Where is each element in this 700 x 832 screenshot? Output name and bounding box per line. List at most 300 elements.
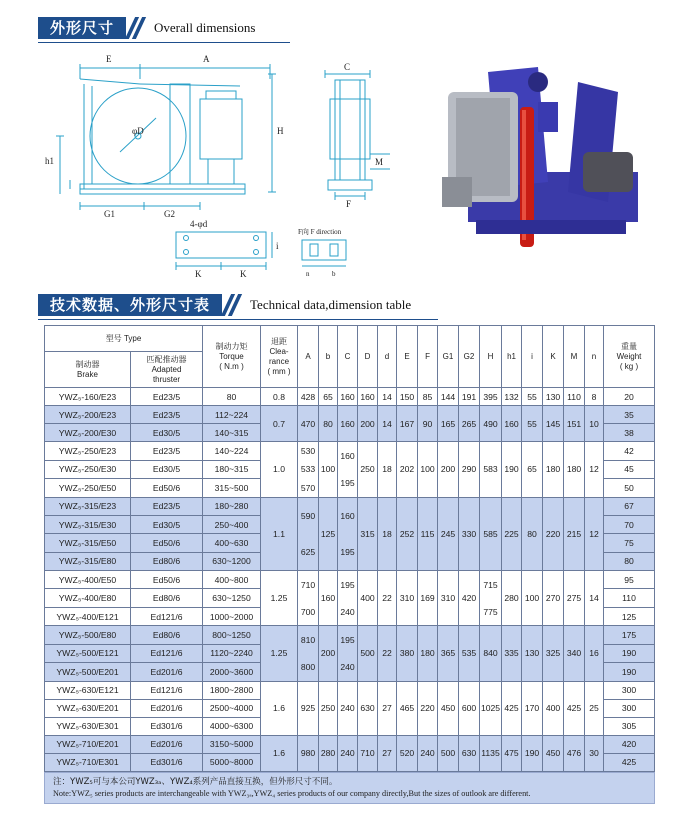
cell-brake: YWZ₅-500/E80 [45, 626, 131, 644]
cell-value: 27 [382, 748, 392, 759]
cell-clearance [261, 497, 298, 570]
cell-weight: 305 [604, 717, 655, 735]
cell-thruster: Ed121/6 [131, 644, 203, 662]
cell-brake: YWZ₅-500/E121 [45, 644, 131, 662]
cell-value: 810 [300, 634, 316, 645]
cell-dim [585, 681, 604, 735]
cell-torque: 80 [203, 388, 261, 406]
dimension-drawings [40, 44, 420, 284]
cell-torque: 400~800 [203, 570, 261, 588]
cell-dim [298, 406, 319, 442]
cell-value: 400 [360, 593, 375, 604]
table-row [45, 681, 655, 699]
cell-dim [378, 681, 397, 735]
cell-weight: 420 [604, 735, 655, 753]
front-view-drawing [56, 64, 276, 210]
cell-dim [397, 570, 418, 625]
f-direction-drawing [302, 240, 346, 266]
cell-dim [502, 735, 522, 771]
cell-dim: 428 [298, 388, 319, 406]
cell-value: 200 [360, 418, 375, 429]
cell-dim [418, 570, 438, 625]
cell-torque: 2500~4000 [203, 699, 261, 717]
footnote-en: Note:YWZ₅ series products are interchangeable with YWZ₃ₐ,YWZ₄ series products of our company directly,But the sizes of outlook are different. [53, 789, 531, 798]
cell-dim [585, 735, 604, 771]
cell-value: 14 [589, 593, 599, 604]
cell-value: 55 [527, 418, 537, 429]
cell-torque: 180~280 [203, 497, 261, 515]
footnote-cn: 注：YWZ₅可与本公司YWZ₃ₐ、YWZ₄系列产品直接互换，但外形尺寸不同。 [53, 777, 338, 787]
cell-weight: 70 [604, 515, 655, 533]
cell-value: 700 [300, 606, 316, 617]
cell-dim [338, 681, 358, 735]
cell-value: 476 [566, 748, 582, 759]
cell-value: 533 [300, 464, 316, 475]
cell-torque: 5000~8000 [203, 753, 261, 771]
cell-dim [502, 442, 522, 497]
cell-torque: 630~1200 [203, 552, 261, 570]
cell-thruster: Ed50/6 [131, 534, 203, 552]
cell-dim [564, 442, 585, 497]
cell-value: 25 [589, 703, 599, 714]
section-title-cn: 技术数据、外形尺寸表 [38, 294, 222, 316]
cell-value: 710 [360, 748, 375, 759]
label-G1: G1 [104, 209, 115, 219]
cell-dim [564, 570, 585, 625]
cell-dim [459, 497, 480, 570]
cell-value: 252 [399, 528, 415, 539]
cell-value: 130 [524, 648, 540, 659]
cell-dim [585, 570, 604, 625]
cell-weight: 190 [604, 663, 655, 681]
cell-dim [502, 497, 522, 570]
cell-dim [378, 626, 397, 681]
cell-thruster: Ed121/6 [131, 607, 203, 625]
cell-weight: 95 [604, 570, 655, 588]
drawing-svg [40, 44, 420, 284]
cell-value: 1.6 [273, 703, 285, 714]
cell-value: 22 [382, 648, 392, 659]
cell-thruster: Ed23/5 [131, 406, 203, 424]
cell-value: 10 [589, 418, 599, 429]
cell-value: 1025 [480, 703, 501, 714]
cell-weight: 80 [604, 552, 655, 570]
cell-weight: 45 [604, 460, 655, 478]
cell-value: 80 [323, 418, 333, 429]
cell-dim [543, 442, 564, 497]
cell-dim: 144 [438, 388, 459, 406]
cell-value: 16 [589, 648, 599, 659]
cell-value: 180 [566, 464, 582, 475]
cell-dim [543, 735, 564, 771]
cell-thruster: Ed50/6 [131, 570, 203, 588]
cell-dim [319, 570, 338, 625]
cell-dim: 130 [543, 388, 564, 406]
cell-value: 245 [440, 528, 456, 539]
cell-value: 200 [320, 648, 336, 659]
cell-dim [522, 497, 543, 570]
cell-torque: 250~400 [203, 515, 261, 533]
cell-value: 240 [340, 606, 355, 617]
cell-value: 12 [589, 464, 599, 475]
cell-value: 450 [440, 703, 456, 714]
cell-dim [418, 735, 438, 771]
label-phiD: φD [132, 126, 144, 136]
cell-value: 125 [320, 528, 336, 539]
cell-dim [319, 442, 338, 497]
cell-value: 195 [340, 579, 355, 590]
cell-value: 145 [545, 418, 561, 429]
cell-dim [480, 681, 502, 735]
header-brake: 制动器 Brake [45, 352, 131, 388]
cell-weight: 35 [604, 406, 655, 424]
cell-dim: 150 [397, 388, 418, 406]
header-col-M: M [564, 326, 585, 388]
cell-dim [418, 406, 438, 442]
cell-dim [358, 681, 378, 735]
cell-brake: YWZ₅-250/E30 [45, 460, 131, 478]
cell-dim [298, 570, 319, 625]
cell-value: 630 [360, 703, 375, 714]
cell-value: 1.1 [273, 528, 285, 539]
cell-brake: YWZ₅-630/E201 [45, 699, 131, 717]
cell-value: 195 [340, 477, 355, 488]
cell-torque: 1000~2000 [203, 607, 261, 625]
cell-dim [397, 442, 418, 497]
cell-dim [418, 497, 438, 570]
cell-brake: YWZ₅-630/E301 [45, 717, 131, 735]
cell-value: 160 [340, 418, 355, 429]
side-view-drawing [325, 70, 390, 200]
cell-dim [522, 626, 543, 681]
cell-clearance: 0.8 [261, 388, 298, 406]
cell-dim [378, 406, 397, 442]
cell-value: 335 [504, 648, 519, 659]
cell-dim [358, 570, 378, 625]
header-type: 型号 Type [45, 326, 203, 352]
cell-dim [522, 570, 543, 625]
cell-value: 265 [461, 418, 477, 429]
cell-dim: 132 [502, 388, 522, 406]
header-col-G1: G1 [438, 326, 459, 388]
cell-value: 715 [483, 579, 498, 590]
cell-weight: 38 [604, 424, 655, 442]
cell-torque: 315~500 [203, 479, 261, 497]
cell-value: 600 [461, 703, 477, 714]
cell-value: 290 [461, 464, 477, 475]
cell-value: 570 [300, 482, 316, 493]
cell-dim [338, 497, 358, 570]
cell-value: 925 [300, 703, 316, 714]
cell-thruster: Ed201/6 [131, 699, 203, 717]
cell-value: 165 [440, 418, 456, 429]
cell-dim [564, 681, 585, 735]
cell-dim [378, 735, 397, 771]
cell-value: 800 [300, 661, 316, 672]
cell-dim [502, 681, 522, 735]
cell-value: 465 [399, 703, 415, 714]
cell-value: 500 [440, 748, 456, 759]
cell-value: 310 [440, 593, 456, 604]
header-weight: 重量 Weight ( kg ) [604, 326, 655, 388]
cell-value: 470 [300, 418, 316, 429]
cell-value: 240 [340, 661, 355, 672]
cell-dim [338, 735, 358, 771]
cell-value: 340 [566, 648, 582, 659]
technical-data-table [44, 325, 655, 772]
cell-value: 520 [399, 748, 415, 759]
cell-thruster: Ed301/6 [131, 753, 203, 771]
section-title-en: Overall dimensions [154, 20, 256, 35]
footnote [44, 772, 655, 804]
header-col-G2: G2 [459, 326, 480, 388]
cell-dim [480, 497, 502, 570]
cell-thruster: Ed80/6 [131, 589, 203, 607]
base-plan-drawing [176, 232, 272, 270]
cell-clearance [261, 406, 298, 442]
cell-value: 400 [545, 703, 561, 714]
label-E: E [106, 54, 112, 64]
cell-thruster: Ed301/6 [131, 717, 203, 735]
cell-value: 240 [340, 703, 355, 714]
cell-dim [298, 497, 319, 570]
label-h1: h1 [45, 156, 54, 166]
cell-dim [338, 626, 358, 681]
cell-torque: 1800~2800 [203, 681, 261, 699]
table-row [45, 442, 655, 460]
cell-value: 365 [440, 648, 456, 659]
cell-dim [564, 497, 585, 570]
header-col-A: A [298, 326, 319, 388]
cell-dim [502, 626, 522, 681]
table-row [45, 406, 655, 424]
header-col-F: F [418, 326, 438, 388]
product-photo [428, 52, 660, 256]
cell-dim [338, 406, 358, 442]
cell-dim [378, 442, 397, 497]
cell-torque: 800~1250 [203, 626, 261, 644]
cell-clearance [261, 735, 298, 771]
section-title-cn: 外形尺寸 [38, 17, 126, 39]
cell-dim [319, 406, 338, 442]
cell-dim [522, 735, 543, 771]
cell-value: 380 [399, 648, 415, 659]
cell-dim [585, 406, 604, 442]
cell-dim: 85 [418, 388, 438, 406]
cell-dim [319, 497, 338, 570]
cell-value: 630 [461, 748, 477, 759]
cell-dim [378, 570, 397, 625]
cell-dim [298, 681, 319, 735]
cell-value: 160 [320, 593, 336, 604]
cell-dim: 160 [358, 388, 378, 406]
section-title-en: Technical data,dimension table [250, 297, 412, 312]
cell-value: 280 [320, 748, 336, 759]
table-body [45, 388, 655, 772]
cell-value: 280 [504, 593, 519, 604]
cell-dim [438, 406, 459, 442]
cell-clearance [261, 681, 298, 735]
cell-value: 167 [399, 418, 415, 429]
cell-dim [397, 497, 418, 570]
cell-dim [502, 570, 522, 625]
cell-dim: 160 [338, 388, 358, 406]
cell-dim [459, 570, 480, 625]
cell-brake: YWZ₅-250/E23 [45, 442, 131, 460]
cell-value: 1.6 [273, 748, 285, 759]
cell-dim [397, 735, 418, 771]
cell-brake: YWZ₅-315/E50 [45, 534, 131, 552]
header-col-C: C [338, 326, 358, 388]
cell-thruster: Ed80/6 [131, 552, 203, 570]
cell-brake: YWZ₅-710/E201 [45, 735, 131, 753]
cell-brake: YWZ₅-315/E80 [45, 552, 131, 570]
table-row [45, 626, 655, 644]
header-rule [38, 319, 438, 320]
cell-dim [459, 626, 480, 681]
cell-thruster: Ed30/5 [131, 515, 203, 533]
header-col-E: E [397, 326, 418, 388]
cell-thruster: Ed23/5 [131, 388, 203, 406]
cell-value: 330 [461, 528, 477, 539]
cell-brake: YWZ₅-200/E23 [45, 406, 131, 424]
table-row [45, 388, 655, 406]
cell-value: 65 [527, 464, 537, 475]
label-C: C [344, 62, 351, 72]
header-decoration [222, 294, 240, 316]
header-col-b: b [319, 326, 338, 388]
cell-torque: 630~1250 [203, 589, 261, 607]
cell-thruster: Ed30/5 [131, 460, 203, 478]
cell-thruster: Ed23/5 [131, 442, 203, 460]
cell-dim [397, 406, 418, 442]
cell-dim [358, 406, 378, 442]
cell-dim [418, 442, 438, 497]
cell-dim [543, 406, 564, 442]
label-K2: K [240, 269, 247, 279]
cell-value: 100 [320, 464, 336, 475]
cell-weight: 67 [604, 497, 655, 515]
cell-value: 180 [420, 648, 435, 659]
cell-dim: 395 [480, 388, 502, 406]
cell-value: 225 [504, 528, 519, 539]
cell-dim [298, 735, 319, 771]
label-H: H [277, 126, 284, 136]
cell-value: 590 [300, 510, 316, 521]
cell-weight: 175 [604, 626, 655, 644]
cell-weight: 42 [604, 442, 655, 460]
cell-dim [298, 626, 319, 681]
cell-dim: 65 [319, 388, 338, 406]
cell-weight: 75 [604, 534, 655, 552]
cell-value: 90 [422, 418, 433, 429]
cell-dim [480, 442, 502, 497]
cell-weight: 20 [604, 388, 655, 406]
cell-dim [438, 626, 459, 681]
cell-brake: YWZ₅-500/E201 [45, 663, 131, 681]
label-i: i [276, 241, 279, 251]
cell-value: 195 [340, 634, 355, 645]
section-header-technical-data [38, 293, 411, 317]
cell-value: 425 [504, 703, 519, 714]
cell-dim: 55 [522, 388, 543, 406]
cell-thruster: Ed30/5 [131, 424, 203, 442]
cell-dim [480, 735, 502, 771]
cell-dim [358, 626, 378, 681]
cell-value: 500 [360, 648, 375, 659]
cell-dim: 14 [378, 388, 397, 406]
cell-dim [564, 626, 585, 681]
cell-dim [585, 497, 604, 570]
cell-dim [522, 442, 543, 497]
cell-torque: 180~315 [203, 460, 261, 478]
header-col-n: n [585, 326, 604, 388]
header-col-K: K [543, 326, 564, 388]
cell-value: 14 [382, 418, 392, 429]
cell-value: 190 [504, 464, 519, 475]
cell-weight: 300 [604, 699, 655, 717]
cell-dim [358, 442, 378, 497]
cell-dim [459, 406, 480, 442]
cell-dim [319, 626, 338, 681]
cell-value: 190 [524, 748, 540, 759]
cell-value: 170 [524, 703, 540, 714]
cell-dim [543, 681, 564, 735]
cell-dim [543, 497, 564, 570]
cell-torque: 4000~6300 [203, 717, 261, 735]
cell-value: 585 [483, 528, 498, 539]
cell-brake: YWZ₅-400/E50 [45, 570, 131, 588]
cell-value: 775 [483, 606, 498, 617]
table-row [45, 570, 655, 588]
cell-brake: YWZ₅-250/E50 [45, 479, 131, 497]
cell-value: 1135 [481, 748, 500, 759]
cell-dim [358, 735, 378, 771]
cell-value: 240 [340, 748, 355, 759]
label-G2: G2 [164, 209, 175, 219]
brake-illustration [428, 52, 660, 256]
cell-value: 1.25 [270, 593, 288, 604]
cell-dim [522, 681, 543, 735]
cell-brake: YWZ₅-315/E23 [45, 497, 131, 515]
cell-value: 240 [420, 748, 435, 759]
cell-dim [564, 406, 585, 442]
cell-weight: 125 [604, 607, 655, 625]
label-fdir: F向 F direction [298, 228, 342, 236]
cell-value: 710 [300, 579, 316, 590]
cell-value: 583 [483, 464, 498, 475]
header-thruster: 匹配推动器 Adapted thruster [131, 352, 203, 388]
cell-dim [543, 570, 564, 625]
cell-torque: 1120~2240 [203, 644, 261, 662]
cell-torque: 3150~5000 [203, 735, 261, 753]
header-clearance: 退距 Clea- rance ( mm ) [261, 326, 298, 388]
label-M: M [375, 157, 384, 167]
cell-dim: 191 [459, 388, 480, 406]
cell-torque: 400~630 [203, 534, 261, 552]
cell-dim: 110 [564, 388, 585, 406]
cell-brake: YWZ₅-160/E23 [45, 388, 131, 406]
table-row [45, 497, 655, 515]
header-torque: 制动力矩 Torque ( N.m ) [203, 326, 261, 388]
cell-value: 220 [545, 528, 561, 539]
cell-dim [438, 497, 459, 570]
cell-thruster: Ed121/6 [131, 681, 203, 699]
cell-value: 160 [340, 450, 355, 461]
cell-dim [480, 406, 502, 442]
cell-dim [378, 497, 397, 570]
cell-dim: 8 [585, 388, 604, 406]
